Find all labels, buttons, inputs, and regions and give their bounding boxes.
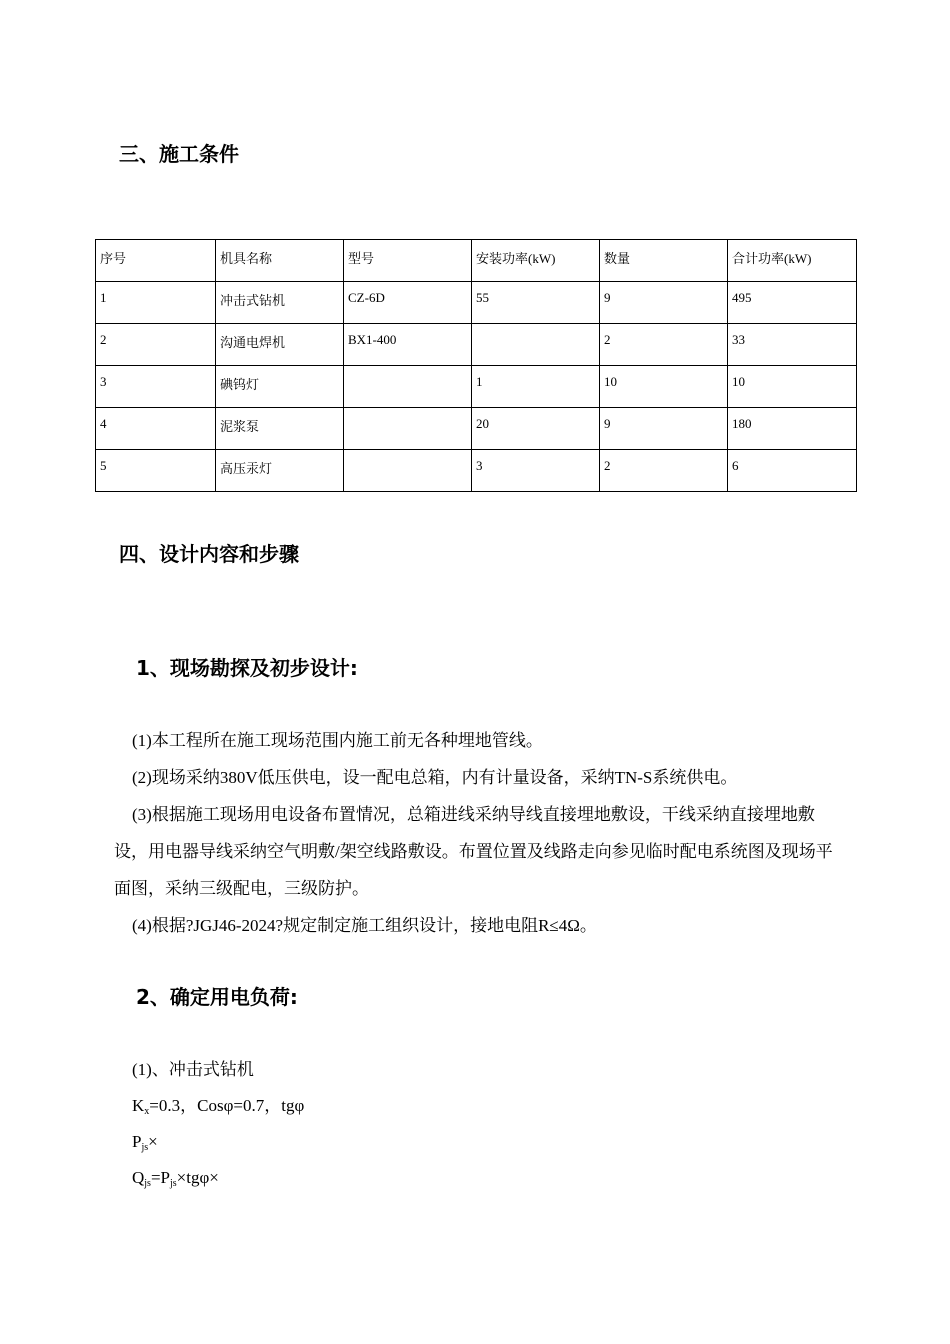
table-cell: 2	[96, 324, 216, 366]
section-heading-design-content: 四、设计内容和步骤	[119, 542, 299, 566]
table-cell: BX1-400	[344, 324, 472, 366]
formula-pjs: $P_{js}\times$	[132, 1132, 158, 1153]
table-row	[96, 408, 857, 450]
table-cell: 2	[600, 450, 728, 492]
formula-kx: $K_x=0.3$，Cosφ=0.7，tgφ	[132, 1096, 305, 1117]
table-cell: 碘钨灯	[216, 366, 344, 408]
table-cell: 10	[600, 366, 728, 408]
table-cell: 5	[96, 450, 216, 492]
equipment-table	[95, 239, 857, 492]
table-header-cell: 数量	[600, 240, 728, 282]
table-cell: 泥浆泵	[216, 408, 344, 450]
table-cell: 1	[472, 366, 600, 408]
table-header-cell: 型号	[344, 240, 472, 282]
table-cell: 55	[472, 282, 600, 324]
table-cell	[344, 450, 472, 492]
table-header-cell: 合计功率(kW)	[728, 240, 857, 282]
table-cell: 10	[728, 366, 857, 408]
table-cell: 3	[96, 366, 216, 408]
table-cell: 180	[728, 408, 857, 450]
subsection-heading-site-survey: 1、现场勘探及初步设计:	[136, 656, 358, 680]
table-cell: 4	[96, 408, 216, 450]
table-cell	[344, 366, 472, 408]
section-heading-construction-conditions: 三、施工条件	[119, 142, 239, 166]
table-cell	[472, 324, 600, 366]
table-cell: 冲击式钻机	[216, 282, 344, 324]
table-cell: 9	[600, 282, 728, 324]
table-row	[96, 324, 857, 366]
equipment-table-body	[96, 240, 857, 492]
paragraph-3: (3)根据施工现场用电设备布置情况，总箱进线采纳导线直接埋地敷设，干线采纳直接埋地敷设，用电器导线采纳空气明敷/架空线路敷设。布置位置及线路走向参见临时配电系统图及现场平面图，采纳三级配电，三级防护。	[114, 805, 833, 898]
table-header-row	[96, 240, 857, 282]
table-cell: 20	[472, 408, 600, 450]
table-cell: 33	[728, 324, 857, 366]
table-header-cell: 安装功率(kW)	[472, 240, 600, 282]
table-cell: 6	[728, 450, 857, 492]
table-cell: 沟通电焊机	[216, 324, 344, 366]
paragraph-4: (4)根据?JGJ46-2024?规定制定施工组织设计，接地电阻R≤4Ω。	[132, 916, 597, 935]
table-cell: 2	[600, 324, 728, 366]
table-row	[96, 450, 857, 492]
table-cell: 1	[96, 282, 216, 324]
table-cell: 3	[472, 450, 600, 492]
table-header-cell: 序号	[96, 240, 216, 282]
table-row	[96, 366, 857, 408]
table-cell: 495	[728, 282, 857, 324]
table-cell: CZ-6D	[344, 282, 472, 324]
formula-qjs: $Q_{js}=P_{js}\times tg\varphi\times$	[132, 1168, 219, 1189]
table-header-cell: 机具名称	[216, 240, 344, 282]
table-cell: 9	[600, 408, 728, 450]
subsection-heading-load-calculation: 2、确定用电负荷:	[136, 985, 298, 1009]
table-cell: 高压汞灯	[216, 450, 344, 492]
paragraph-2: (2)现场采纳380V低压供电，设一配电总箱，内有计量设备，采纳TN-S系统供电。	[132, 768, 738, 787]
table-cell	[344, 408, 472, 450]
table-row	[96, 282, 857, 324]
paragraph-1: (1)本工程所在施工现场范围内施工前无各种埋地管线。	[132, 731, 543, 750]
load-item-title: (1)、冲击式钻机	[132, 1060, 254, 1079]
